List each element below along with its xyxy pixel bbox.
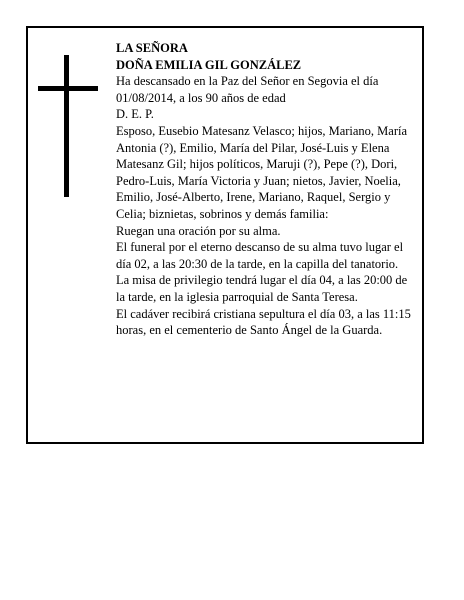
- title-line: LA SEÑORA: [116, 41, 188, 55]
- family-list: Esposo, Eusebio Matesanz Velasco; hijos, Mariano, María Antonia (?), Emilio, María del Pilar, José-Luis y Elena Matesanz Gil; hijos políticos, Maruji (?), Pepe (?), Dori, Pedro-Luis, María Victoria y Juan; nietos, Javier, Noelia, Emilio, José-Alberto, Irene, Mariano, Raquel, Sergio y Celia; biznietas, sobrinos y demás familia:: [116, 123, 408, 221]
- cross-horizontal-bar: [38, 86, 98, 91]
- notice-text: [116, 40, 418, 339]
- cross-vertical-bar: [64, 55, 69, 197]
- obituary-notice: [26, 26, 424, 444]
- death-announcement: Ha descansado en la Paz del Señor en Segovia el día 01/08/2014, a los 90 años de edad: [116, 74, 379, 105]
- prayer-request: Ruegan una oración por su alma.: [116, 223, 281, 238]
- burial-details: El cadáver recibirá cristiana sepultura el día 03, a las 11:15 horas, en el cementerio de Santo Ángel de la Guarda.: [116, 306, 411, 338]
- deceased-name: DOÑA EMILIA GIL GONZÁLEZ: [116, 57, 302, 72]
- mass-details: La misa de privilegio tendrá lugar el día 04, a las 20:00 de la tarde, en la iglesia parroquial de Santa Teresa.: [116, 273, 408, 304]
- cross-icon: [38, 55, 98, 197]
- funeral-details: El funeral por el eterno descanso de su alma tuvo lugar el día 02, a las 20:30 de la tarde, en la capilla del tanatorio.: [116, 240, 404, 271]
- rip-line: D. E. P.: [116, 107, 154, 122]
